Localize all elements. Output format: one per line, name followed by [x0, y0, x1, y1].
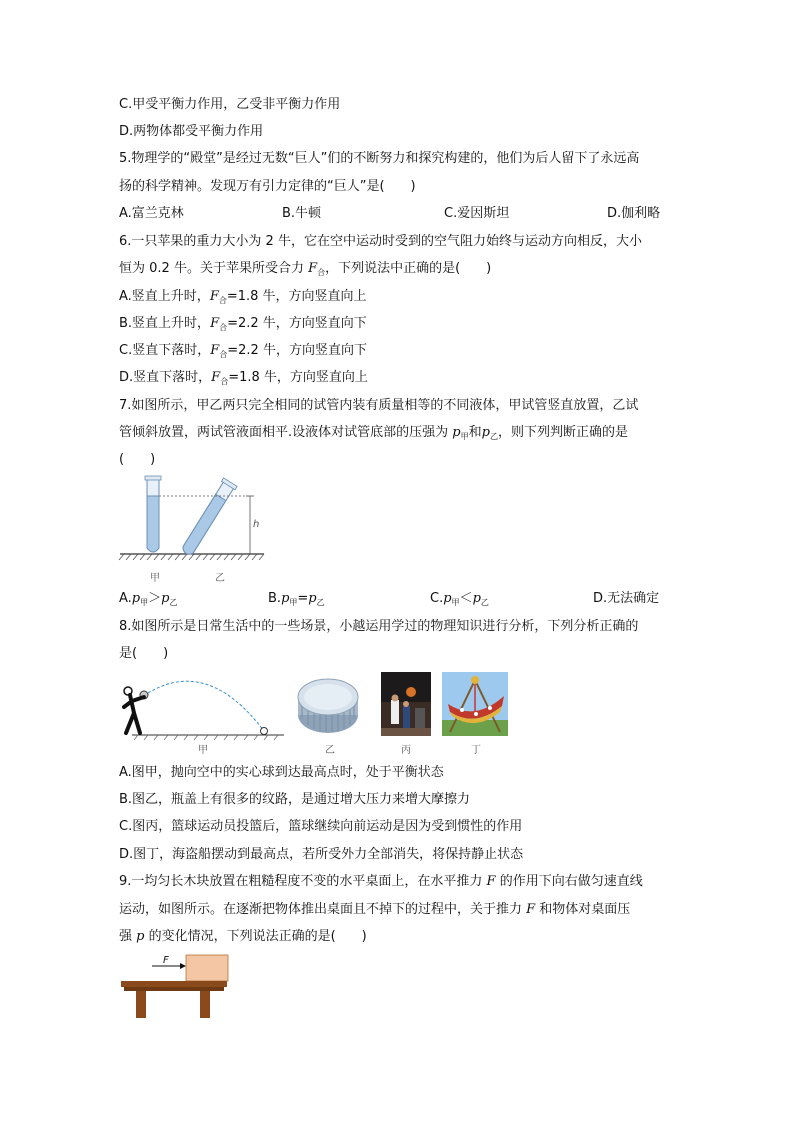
q7-symbol-p: p	[472, 591, 481, 606]
q6-opt-value: =1.8 牛，方向竖直向上	[228, 370, 368, 385]
q6-subscript: 合	[219, 323, 228, 332]
q6-opt-text: C.竖直下落时，	[119, 343, 211, 358]
q7-symbol-p: p	[161, 591, 170, 606]
q4-option-c: C.甲受平衡力作用，乙受非平衡力作用	[119, 97, 341, 112]
q9-symbol-p: p	[136, 929, 145, 944]
q6-subscript: 合	[220, 377, 229, 386]
q7-stem-line3: ( )	[119, 452, 156, 467]
bottle-cap-figure	[294, 675, 362, 737]
q7-symbol-p: p	[131, 591, 141, 606]
q7-fig-label-h: h	[253, 519, 260, 530]
q8-fig-label-ding: 丁	[471, 745, 481, 756]
q7-fig-label-jia: 甲	[150, 573, 160, 584]
q9-stem-text-end: 的作用下向右做匀速直线	[495, 874, 643, 889]
q6-opt-text: B.竖直上升时，	[119, 316, 211, 331]
q6-stem-line1: 6.一只苹果的重力大小为 2 牛，它在空中运动时受到的空气阻力始终与运动方向相反，大小	[119, 234, 642, 249]
q7-opt-prefix: C.	[430, 591, 444, 606]
q4-option-d: D.两物体都受平衡力作用	[119, 124, 264, 139]
q7-opt-prefix: A.	[119, 591, 132, 606]
q6-option-d	[119, 370, 368, 387]
q9-fig-label-f: F	[163, 955, 169, 966]
q7-option-d: D.无法确定	[593, 591, 660, 606]
q6-option-a	[119, 289, 367, 306]
q9-stem-text: 9.一均匀长木块放置在粗糙程度不变的水平桌面上，在水平推力	[119, 874, 487, 889]
q7-subscript-jia: 甲	[460, 432, 469, 441]
q6-stem-text-end: ，下列说法中正确的是( )	[325, 261, 492, 276]
q6-opt-value: =1.8 牛，方向竖直向上	[226, 289, 367, 304]
pirate-ship-photo	[442, 672, 508, 736]
q9-symbol-f: F	[526, 902, 536, 917]
q6-stem-text: 恒为 0.2 牛。关于苹果所受合力	[119, 261, 309, 276]
q8-option-d: D.图丁，海盗船摆动到最高点，若所受外力全部消失，将保持静止状态	[119, 847, 524, 862]
q9-symbol-f: F	[486, 874, 496, 889]
q6-symbol-f: F	[210, 316, 220, 331]
q7-subscript-jia: 甲	[289, 598, 298, 607]
q7-stem-text: 管倾斜放置，两试管液面相平.设液体对试管底部的压强为	[119, 425, 453, 440]
q8-stem-line1: 8.如图所示是日常生活中的一些场景，小越运用学过的物理知识进行分析，下列分析正确的	[119, 619, 639, 634]
q8-fig-label-bing: 丙	[401, 745, 411, 756]
q7-subscript-yi: 乙	[316, 598, 325, 607]
q6-subscript: 合	[218, 296, 227, 305]
q9-stem-text-end: 和物体对桌面压	[535, 902, 631, 917]
q6-symbol-f: F	[210, 343, 220, 358]
q5-option-c: C.爱因斯坦	[444, 206, 510, 221]
q6-opt-text: D.竖直下落时，	[119, 370, 212, 385]
q7-conj: 和	[468, 425, 482, 440]
q7-option-a	[119, 591, 177, 608]
q9-stem-line1	[119, 874, 643, 890]
q7-opt-prefix: B.	[268, 591, 282, 606]
q6-opt-text: A.竖直上升时，	[119, 289, 210, 304]
q6-subscript: 合	[317, 268, 326, 277]
block-on-table-figure	[118, 950, 234, 1022]
q7-relation: =	[297, 591, 309, 606]
q6-symbol-f: F	[308, 261, 318, 276]
q5-option-d: D.伽利略	[607, 206, 661, 221]
q7-symbol-p: p	[452, 425, 461, 440]
q5-option-a: A.富兰克林	[119, 206, 184, 221]
q6-option-b	[119, 316, 367, 333]
q7-symbol-p: p	[281, 591, 290, 606]
q7-stem-text-end: ，则下列判断正确的是	[497, 425, 628, 440]
q9-stem-text-end: 的变化情况，下列说法正确的是( )	[144, 929, 367, 944]
q9-stem-line2	[119, 902, 630, 918]
q6-symbol-f: F	[209, 289, 219, 304]
q7-subscript-jia: 甲	[451, 598, 460, 607]
q7-subscript-yi: 乙	[489, 432, 498, 441]
test-tubes-figure	[118, 470, 268, 582]
q7-symbol-p: p	[481, 425, 490, 440]
q6-opt-value: =2.2 牛，方向竖直向下	[227, 316, 367, 331]
q7-subscript-yi: 乙	[480, 598, 489, 607]
q9-stem-line3	[119, 929, 367, 945]
q6-opt-value: =2.2 牛，方向竖直向下	[227, 343, 367, 358]
q7-option-c	[430, 591, 489, 608]
q8-stem-line2: 是( )	[119, 646, 169, 661]
q9-stem-text: 强	[119, 929, 137, 944]
shot-put-figure	[118, 675, 284, 741]
q8-fig-label-yi: 乙	[325, 745, 335, 756]
q9-stem-text: 运动，如图所示。在逐渐把物体推出桌面且不掉下的过程中，关于推力	[119, 902, 527, 917]
basketball-photo	[381, 672, 431, 736]
q5-stem-line2: 扬的科学精神。发现万有引力定律的“巨人”是( )	[119, 179, 416, 194]
q5-stem-line1: 5.物理学的“殿堂”是经过无数“巨人”们的不断努力和探究构建的，他们为后人留下了永远高	[119, 151, 640, 166]
q7-relation: ＞	[148, 591, 162, 606]
q7-stem-line1: 7.如图所示，甲乙两只完全相同的试管内装有质量相等的不同液体，甲试管竖直放置，乙试	[119, 398, 639, 413]
q7-subscript-yi: 乙	[169, 598, 178, 607]
q7-subscript-jia: 甲	[140, 598, 149, 607]
q8-option-a: A.图甲，抛向空中的实心球到达最高点时，处于平衡状态	[119, 765, 444, 780]
q7-stem-line2	[119, 425, 628, 442]
q8-option-b: B.图乙，瓶盖上有很多的纹路，是通过增大压力来增大摩擦力	[119, 792, 471, 807]
q6-option-c	[119, 343, 367, 360]
q6-symbol-f: F	[211, 370, 221, 385]
q6-subscript: 合	[219, 350, 228, 359]
q7-relation: ＜	[459, 591, 473, 606]
q5-option-b: B.牛顿	[282, 206, 322, 221]
q7-symbol-p: p	[308, 591, 317, 606]
q6-stem-line2	[119, 261, 491, 278]
q7-symbol-p: p	[443, 591, 452, 606]
q8-fig-label-jia: 甲	[198, 745, 208, 756]
q7-option-b	[268, 591, 325, 608]
q8-option-c: C.图丙，篮球运动员投篮后，篮球继续向前运动是因为受到惯性的作用	[119, 819, 523, 834]
q7-fig-label-yi: 乙	[215, 573, 225, 584]
